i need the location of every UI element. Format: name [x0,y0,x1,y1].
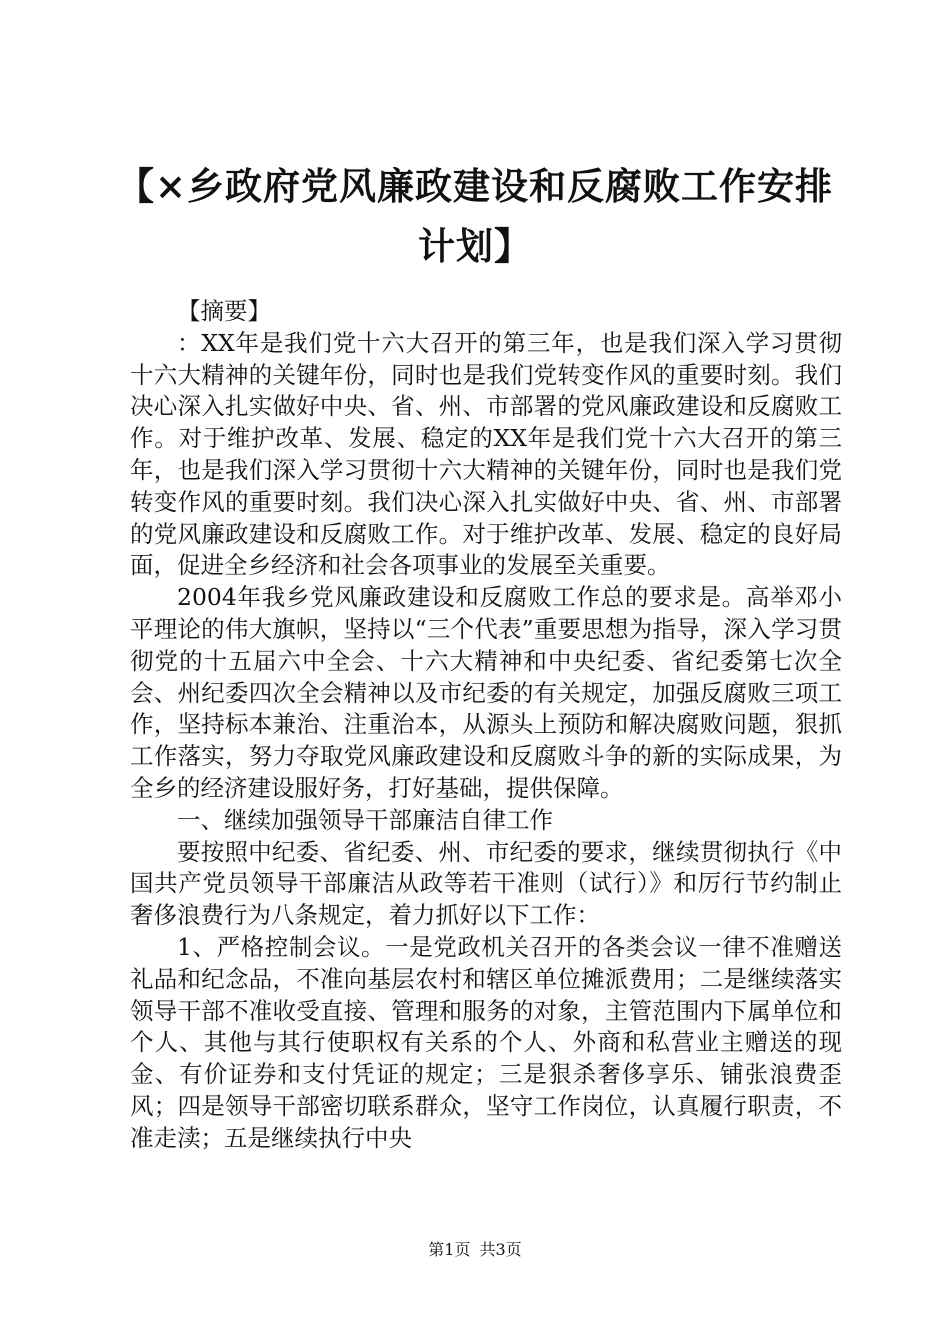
page-total: 共3页 [479,1240,522,1259]
section-heading-1: 一、继续加强领导干部廉洁自律工作 [177,805,553,834]
abstract-heading: 【摘要】 [177,297,271,325]
requirements-paragraph: 2004年我乡党风廉政建设和反腐败工作总的要求是。高举邓小平理论的伟大旗帜，坚持以“三个代表”重要思想为指导，深入学习贯彻党的十五届六中全会、十六大精神和中央纪委、省纪委第七次全会、州纪委四次全会精神以及市纪委的有关规定，加强反腐败三项工作，坚持标本兼治、注重治本，从源头上预防和解决腐败问题，狠抓工作落实，努力夺取党风廉政建设和反腐败斗争的新的实际成果，为全乡的经济建设服好务，打好基础，提供保障。 [130,583,842,802]
abstract-paragraph: ：XX年是我们党十六大召开的第三年，也是我们深入学习贯彻十六大精神的关键年份，同时也是我们党转变作风的重要时刻。我们决心深入扎实做好中央、省、州、市部署的党风廉政建设和反腐败工作。对于维护改革、发展、稳定的XX年是我们党十六大召开的第三年，也是我们深入学习贯彻十六大精神的关键年份，同时也是我们党转变作风的重要时刻。我们决心深入扎实做好中央、省、州、市部署的党风廉政建设和反腐败工作。对于维护改革、发展、稳定的良好局面，促进全乡经济和社会各项事业的发展至关重要。 [130,328,842,580]
page-footer [0,1240,950,1260]
document-title: 【×乡政府党风廉政建设和反腐败工作安排计划】 [116,164,833,268]
section-intro-paragraph: 要按照中纪委、省纪委、州、市纪委的要求，继续贯彻执行《中国共产党员领导干部廉洁从政等若干准则（试行）》和厉行节约制止奢侈浪费行为八条规定，着力抓好以下工作： [130,837,842,930]
document-body [130,296,842,1155]
page-number: 第1页 [428,1240,471,1259]
item-1-paragraph: 1、严格控制会议。一是党政机关召开的各类会议一律不准赠送礼品和纪念品，不准向基层农村和辖区单位摊派费用；二是继续落实领导干部不准收受直接、管理和服务的对象，主管范围内下属单位和个人、其他与其行使职权有关系的个人、外商和私营业主赠送的现金、有价证券和支付凭证的规定；三是狠杀奢侈享乐、铺张浪费歪风；四是领导干部密切联系群众，坚守工作岗位，认真履行职责，不准走渎；五是继续执行中央 [130,932,842,1152]
